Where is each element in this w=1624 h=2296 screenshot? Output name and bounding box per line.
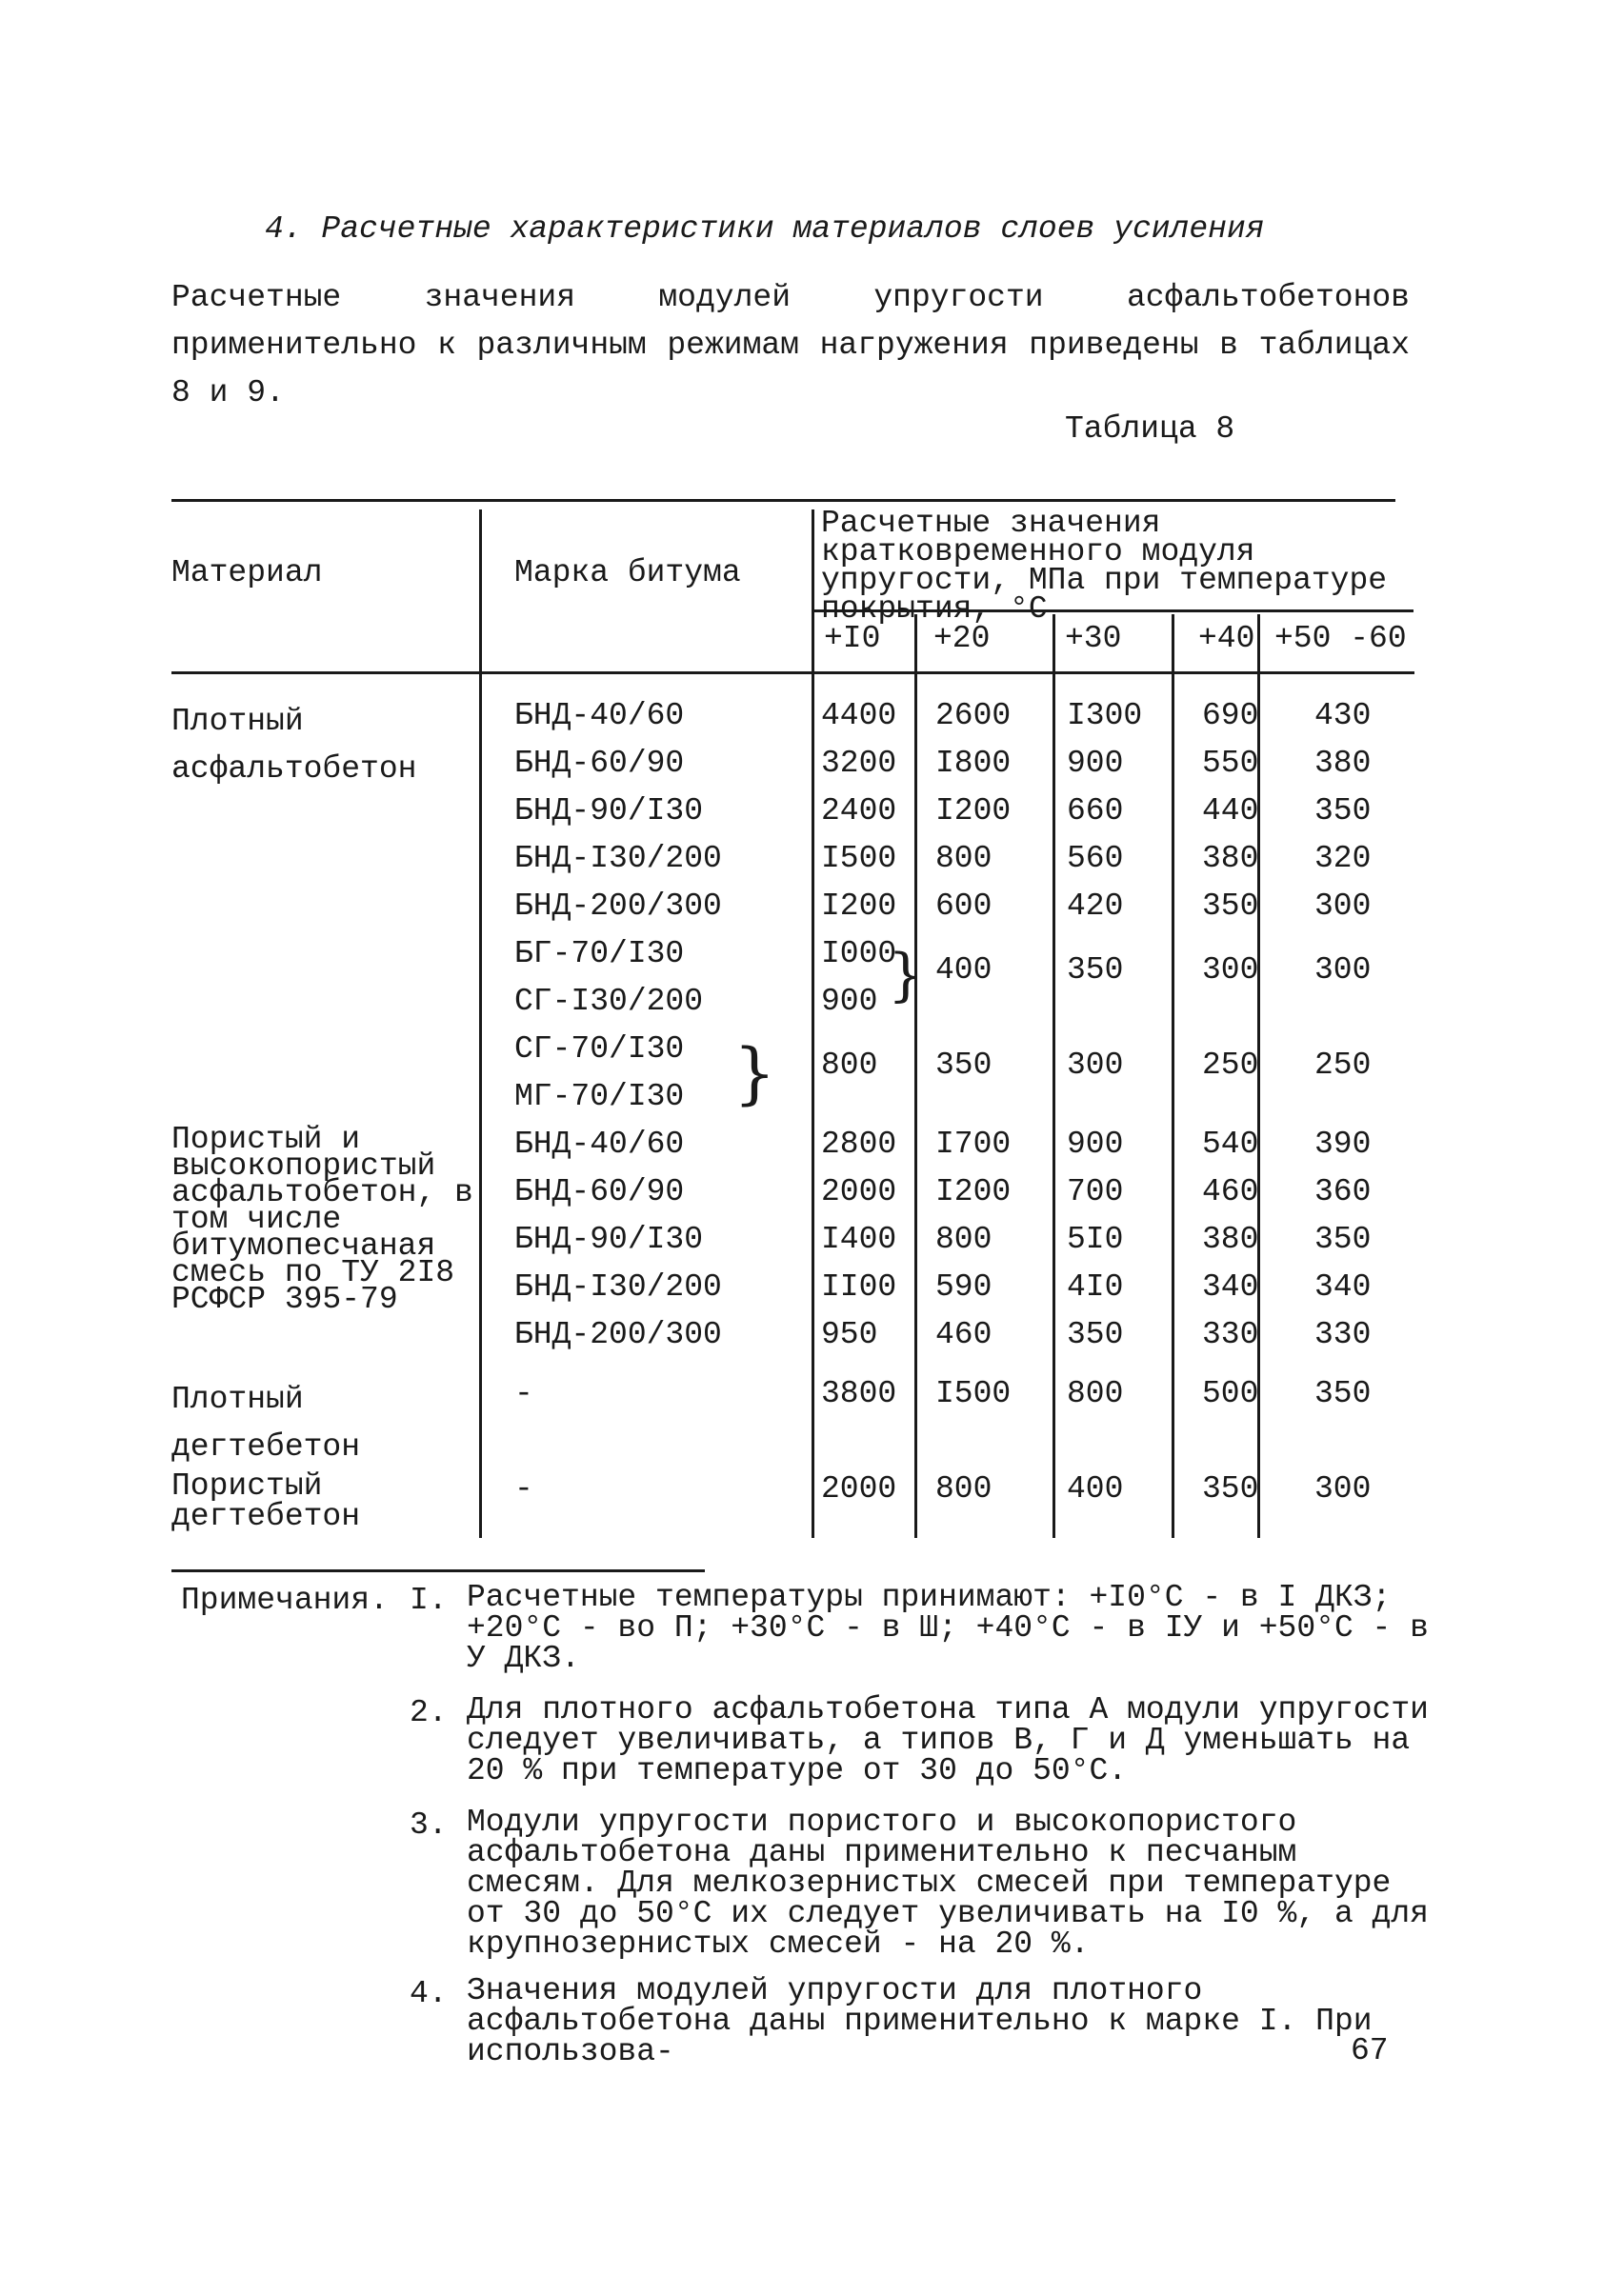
header-temp-50-60: +50 -60 (1274, 621, 1407, 656)
table-cell-value: 460 (1202, 1174, 1259, 1209)
table-cell-value: 800 (935, 1222, 992, 1257)
material-porous-asphalt: Пористый и высокопористый асфальтобетон, в том числе битумопесчаная смесь по ТУ 2I8 РСФСР 395-79 (171, 1122, 473, 1317)
table-cell-value: I400 (821, 1222, 897, 1257)
note-text: Модули упругости пористого и высокопористого асфальтобетона даны применительно к песчаным смесям. Для мелкозернистых смесей при температуре от 30 до 50°С их следует увеличивать на I0 %, а для крупнозернистых смесей - на 20 %. (467, 1805, 1429, 1962)
header-material: Материал (171, 555, 323, 590)
table-cell-value: 3200 (821, 746, 897, 781)
table-cell-value: 800 (1067, 1376, 1124, 1411)
table-cell-value: I200 (935, 793, 1012, 829)
table-cell-value: I200 (935, 1174, 1012, 1209)
table-cell-value: 380 (1314, 746, 1372, 781)
table-cell-brand: БНД-40/60 (514, 1127, 685, 1162)
note-text: Для плотного асфальтобетона типа А модули упругости следует увеличивать, а типов В, Г и Д уменьшать на 20 % при температуре от 30 до 50°С. (467, 1692, 1429, 1788)
table-cell-value: 300 (1314, 888, 1372, 924)
table-cell-brand: - (514, 1471, 533, 1507)
table-cell-value: 690 (1202, 698, 1259, 733)
table-cell-brand: БНД-90/I30 (514, 793, 704, 829)
table-cell-value: 700 (1067, 1174, 1124, 1209)
table-cell-value: 900 (821, 984, 878, 1019)
table-cell-value: 2800 (821, 1127, 897, 1162)
table-cell-value: 300 (1067, 1048, 1124, 1083)
table-cell-value: 300 (1202, 952, 1259, 988)
table-cell-value: 250 (1202, 1048, 1259, 1083)
section-heading: 4. Расчетные характеристики материалов слоев усиления (265, 211, 1265, 247)
table-cell-brand: БНД-40/60 (514, 698, 685, 733)
material-dense-tar-concrete: Плотный дегтебетон (171, 1382, 361, 1465)
table-cell-value: 5I0 (1067, 1222, 1124, 1257)
table-cell-value: 380 (1202, 841, 1259, 876)
col-divider-t30 (1172, 614, 1174, 1538)
table-cell-value: I700 (935, 1127, 1012, 1162)
table-cell-value: I200 (821, 888, 897, 924)
header-bitumen: Марка битума (514, 555, 741, 590)
table-cell-value: 380 (1202, 1222, 1259, 1257)
table-cell-value: 3800 (821, 1376, 897, 1411)
table-cell-value: 300 (1314, 1471, 1372, 1507)
table-top-rule (171, 499, 1395, 502)
header-modulus-group: Расчетные значения кратковременного модуля упругости, МПа при температуре покрытия, °С (821, 506, 1388, 627)
table-cell-value: 330 (1202, 1317, 1259, 1352)
notes-divider (171, 1569, 705, 1572)
table-cell-value: 800 (935, 1471, 992, 1507)
table-cell-value: 660 (1067, 793, 1124, 829)
table-cell-value: 350 (1314, 1222, 1372, 1257)
table-cell-value: 400 (1067, 1471, 1124, 1507)
table-cell-value: 560 (1067, 841, 1124, 876)
table-cell-value: 360 (1314, 1174, 1372, 1209)
table-cell-value: I000 (821, 936, 897, 971)
table-cell-value: 800 (821, 1048, 878, 1083)
col-divider-material (479, 509, 482, 1538)
header-temp-10: +I0 (824, 621, 881, 656)
table-cell-value: 350 (1314, 1376, 1372, 1411)
table-cell-brand: - (514, 1376, 533, 1411)
table-cell-value: I500 (935, 1376, 1012, 1411)
col-divider-bitumen (812, 509, 814, 1538)
header-bottom-rule (171, 671, 1414, 674)
table-cell-brand: СГ-70/I30 (514, 1031, 685, 1067)
table-cell-value: II00 (821, 1269, 897, 1305)
table-cell-brand: БНД-200/300 (514, 1317, 722, 1352)
table-cell-value: 320 (1314, 841, 1372, 876)
table-cell-value: 440 (1202, 793, 1259, 829)
note-number: 4. (410, 1976, 448, 2011)
note-text: Расчетные температуры принимают: +I0°С - в I ДКЗ; +20°С - во П; +30°С - в Ш; +40°С - в IУ и +50°С - в У ДКЗ. (467, 1580, 1429, 1676)
table-cell-brand: БНД-60/90 (514, 746, 685, 781)
table-cell-value: 540 (1202, 1127, 1259, 1162)
table-cell-value: 500 (1202, 1376, 1259, 1411)
page-number: 67 (1351, 2033, 1389, 2068)
notes-label: Примечания. (181, 1583, 389, 1618)
table-cell-value: 2000 (821, 1174, 897, 1209)
table-cell-brand: БНД-I30/200 (514, 841, 722, 876)
table-cell-value: 350 (1067, 952, 1124, 988)
header-temp-40: +40 (1198, 621, 1255, 656)
table-cell-value: 900 (1067, 746, 1124, 781)
table-cell-value: 600 (935, 888, 992, 924)
table-cell-value: 300 (1314, 952, 1372, 988)
table-cell-value: 400 (935, 952, 992, 988)
table-cell-value: 340 (1314, 1269, 1372, 1305)
table-cell-value: 350 (1202, 1471, 1259, 1507)
header-temp-30: +30 (1065, 621, 1122, 656)
table-cell-brand: БНД-I30/200 (514, 1269, 722, 1305)
table-cell-value: 550 (1202, 746, 1259, 781)
intro-paragraph: Расчетные значения модулей упругости асфальтобетонов применительно к различным режимам нагружения приведены в таблицах 8 и 9. (171, 280, 1410, 410)
table-caption: Таблица 8 (1065, 411, 1235, 447)
header-temp-20: +20 (933, 621, 991, 656)
table-cell-value: 2600 (935, 698, 1012, 733)
note-number: 3. (410, 1807, 448, 1843)
table-cell-brand: БГ-70/I30 (514, 936, 685, 971)
table-cell-value: 4I0 (1067, 1269, 1124, 1305)
table-cell-brand: МГ-70/I30 (514, 1079, 685, 1114)
material-dense-asphalt: Плотный асфальтобетон (171, 704, 417, 787)
table-cell-brand: БНД-200/300 (514, 888, 722, 924)
table-cell-value: 2000 (821, 1471, 897, 1507)
table-cell-value: 950 (821, 1317, 878, 1352)
table-cell-value: I500 (821, 841, 897, 876)
table-cell-brand: БНД-90/I30 (514, 1222, 704, 1257)
table-cell-value: 330 (1314, 1317, 1372, 1352)
note-text: Значения модулей упругости для плотного асфальтобетона даны применительно к марке I. При использова- (467, 1973, 1373, 2069)
table-cell-value: 590 (935, 1269, 992, 1305)
brace-icon: } (733, 1034, 776, 1112)
table-cell-value: 4400 (821, 698, 897, 733)
table-cell-value: 460 (935, 1317, 992, 1352)
table-cell-value: 420 (1067, 888, 1124, 924)
table-cell-value: 250 (1314, 1048, 1372, 1083)
brace-icon: } (888, 942, 925, 1008)
table-cell-value: 2400 (821, 793, 897, 829)
table-cell-value: 430 (1314, 698, 1372, 733)
table-cell-value: 340 (1202, 1269, 1259, 1305)
table-cell-value: 800 (935, 841, 992, 876)
note-number: 2. (410, 1695, 448, 1730)
col-divider-t10 (914, 614, 917, 1538)
table-cell-value: 350 (935, 1048, 992, 1083)
table-cell-value: 350 (1202, 888, 1259, 924)
table-cell-value: I800 (935, 746, 1012, 781)
table-cell-brand: БНД-60/90 (514, 1174, 685, 1209)
table-cell-brand: СГ-I30/200 (514, 984, 704, 1019)
table-cell-value: 350 (1067, 1317, 1124, 1352)
table-cell-value: I300 (1067, 698, 1143, 733)
table-cell-value: 350 (1314, 793, 1372, 829)
material-porous-tar-concrete: Пористый дегтебетон (171, 1468, 361, 1534)
table-cell-value: 390 (1314, 1127, 1372, 1162)
col-divider-t20 (1053, 614, 1055, 1538)
table-cell-value: 900 (1067, 1127, 1124, 1162)
note-number: I. (410, 1583, 448, 1618)
